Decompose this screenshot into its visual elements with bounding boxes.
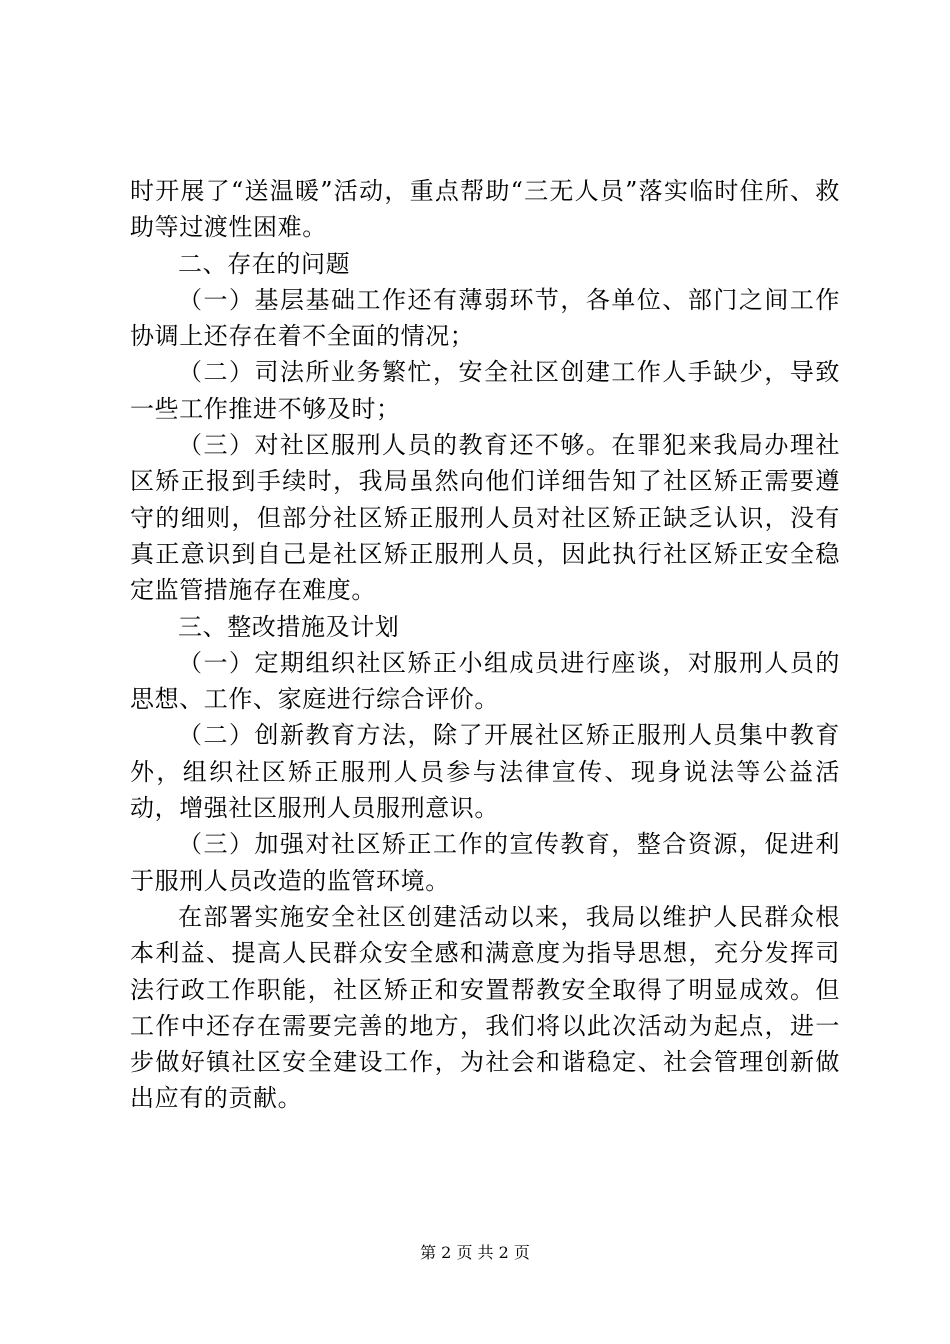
measure-item-2: （二）创新教育方法，除了开展社区矫正服刑人员集中教育外，组织社区矫正服刑人员参与法律宣传、现身说法等公益活动，增强社区服刑人员服刑意识。 [130, 721, 840, 823]
problem-item-3: （三）对社区服刑人员的教育还不够。在罪犯来我局办理社区矫正报到手续时，我局虽然向他们详细告知了社区矫正需要遵守的细则，但部分社区矫正服刑人员对社区矫正缺乏认识，没有真正意识到自己是社区矫正服刑人员，因此执行社区矫正安全稳定监管措施存在难度。 [130, 431, 840, 605]
section-heading-measures: 三、整改措施及计划 [178, 612, 400, 641]
closing-paragraph: 在部署实施安全社区创建活动以来，我局以维护人民群众根本利益、提高人民群众安全感和满意度为指导思想，充分发挥司法行政工作职能，社区矫正和安置帮教安全取得了明显成效。但工作中还存在需要完善的地方，我们将以此次活动为起点，进一步做好镇社区安全建设工作，为社会和谐稳定、社会管理创新做出应有的贡献。 [130, 902, 840, 1113]
measure-item-1: （一）定期组织社区矫正小组成员进行座谈，对服刑人员的思想、工作、家庭进行综合评价。 [130, 648, 840, 714]
problem-item-1: （一）基层基础工作还有薄弱环节，各单位、部门之间工作协调上还存在着不全面的情况； [130, 285, 840, 351]
document-body [130, 173, 840, 1117]
problem-item-2: （二）司法所业务繁忙，安全社区创建工作人手缺少，导致一些工作推进不够及时； [130, 358, 840, 423]
page-footer: 第 2 页 共 2 页 [420, 1243, 530, 1262]
section-heading-problems: 二、存在的问题 [178, 249, 351, 278]
paragraph-continuation: 时开展了“送温暖”活动，重点帮助“三无人员”落实临时住所、救助等过渡性困难。 [130, 177, 840, 242]
measure-item-3: （三）加强对社区矫正工作的宣传教育，整合资源，促进利于服刑人员改造的监管环境。 [130, 830, 840, 895]
